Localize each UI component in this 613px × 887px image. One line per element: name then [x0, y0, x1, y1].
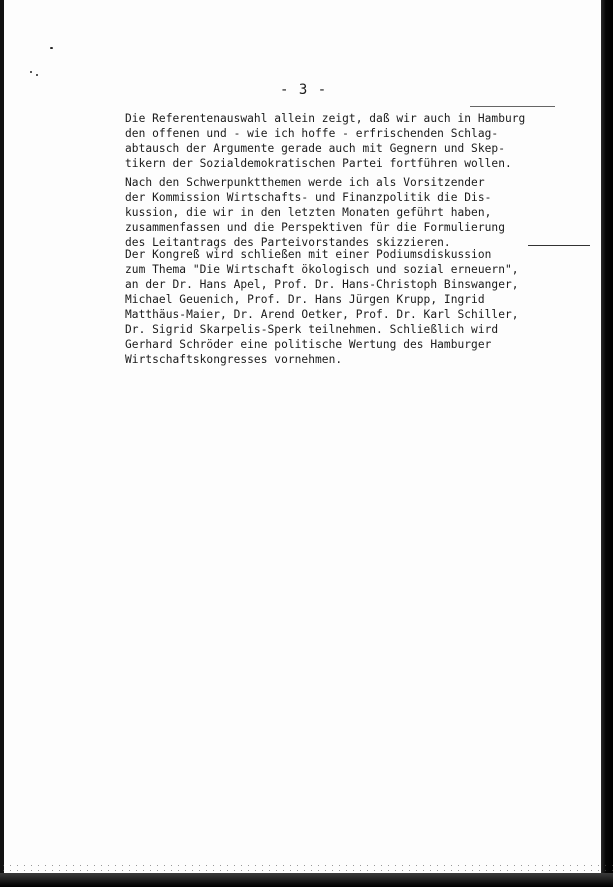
- scan-line: [470, 106, 555, 107]
- text-line: zum Thema "Die Wirtschaft ökologisch und sozial erneuern",: [125, 263, 519, 276]
- text-line: den offenen und - wie ich hoffe - erfrischenden Schlag-: [125, 127, 499, 140]
- paragraph-podiumsdiskussion: [125, 247, 555, 367]
- text-line: des Leitantrags des Parteivorstandes skizzieren.: [125, 236, 451, 249]
- scan-speck: [36, 74, 38, 76]
- text-line: Gerhard Schröder eine politische Wertung des Hamburger: [125, 338, 492, 351]
- text-line: kussion, die wir in den letzten Monaten geführt haben,: [125, 206, 492, 219]
- text-line: der Kommission Wirtschafts- und Finanzpolitik die Dis-: [125, 191, 492, 204]
- paragraph-referentenauswahl: [125, 111, 555, 171]
- scan-border-right: [601, 0, 613, 887]
- text-line: zusammenfassen und die Perspektiven für die Formulierung: [125, 221, 505, 234]
- text-line: tikern der Sozialdemokratischen Partei fortführen wollen.: [125, 157, 512, 170]
- scan-speck: [50, 47, 53, 49]
- text-line: abtausch der Argumente gerade auch mit Gegnern und Skep-: [125, 142, 505, 155]
- text-line: Die Referentenauswahl allein zeigt, daß wir auch in Hamburg: [125, 112, 526, 125]
- text-line: Dr. Sigrid Skarpelis-Sperk teilnehmen. Schließlich wird: [125, 323, 499, 336]
- scan-border-bottom: [0, 873, 613, 887]
- page-number: - 3 -: [280, 82, 328, 98]
- paragraph-schwerpunktthemen: [125, 175, 555, 250]
- text-line: Nach den Schwerpunktthemen werde ich als Vorsitzender: [125, 176, 485, 189]
- scan-border-left: [0, 0, 4, 887]
- text-line: Matthäus-Maier, Dr. Arend Oetker, Prof. Dr. Karl Schiller,: [125, 308, 519, 321]
- text-line: Wirtschaftskongresses vornehmen.: [125, 353, 343, 366]
- scan-noise-bottom: [0, 863, 613, 873]
- scan-speck: [30, 71, 32, 73]
- text-line: an der Dr. Hans Apel, Prof. Dr. Hans-Christoph Binswanger,: [125, 278, 519, 291]
- text-line: Der Kongreß wird schließen mit einer Podiumsdiskussion: [125, 248, 492, 261]
- text-line: Michael Geuenich, Prof. Dr. Hans Jürgen Krupp, Ingrid: [125, 293, 485, 306]
